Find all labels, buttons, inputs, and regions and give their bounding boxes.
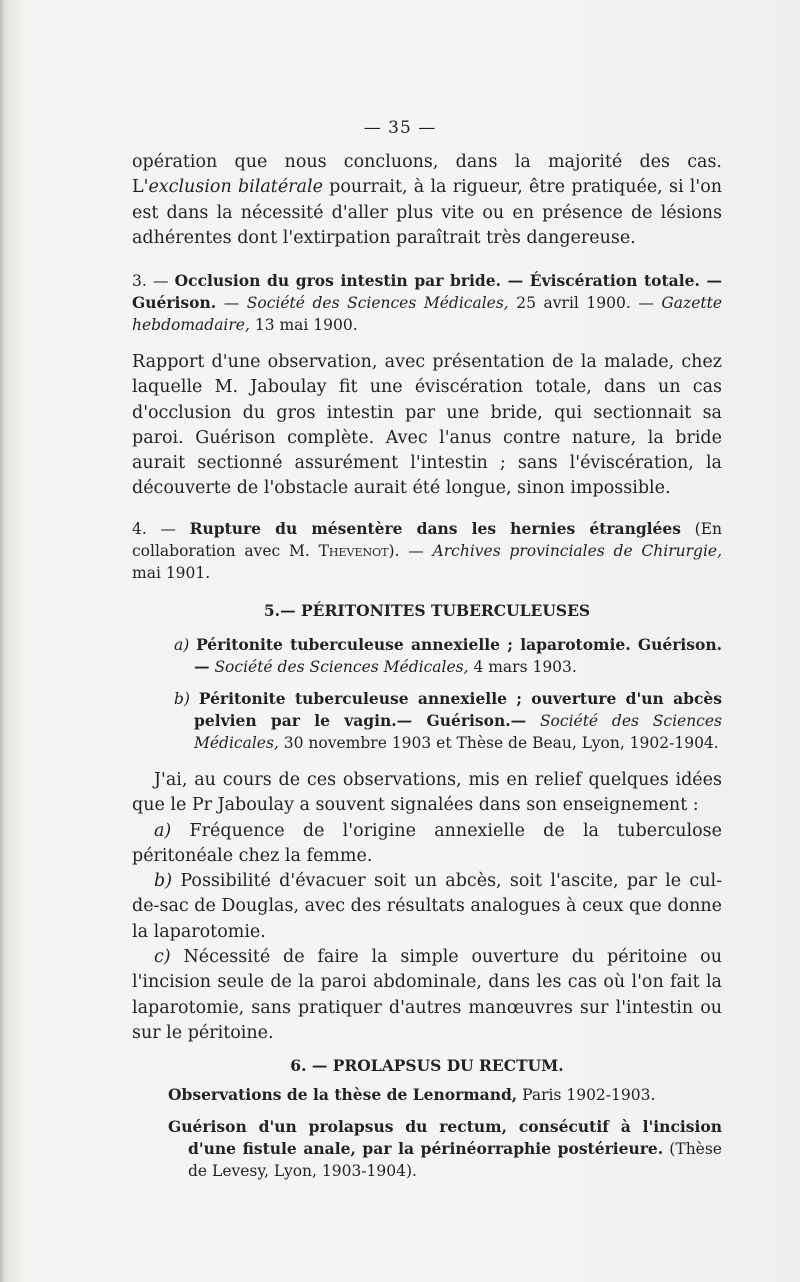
section-6-item-2 [132,1116,722,1182]
item-3-number: 3. — [132,272,169,290]
intro-text-2: pourrait, à la rigueur, être pratiquée, si l'on est dans la nécessité d'aller plus vite ou en présence de lésions adhérentes dont l'extirpation paraîtrait très dangereuse. [132,177,723,248]
section-6-title: 6. — PROLAPSUS DU RECTUM. [290,1056,564,1075]
item-3-journal: Société des Sciences Médicales, [246,294,509,312]
item-3-journal-2: Gazette hebdomadaire, [132,294,722,334]
item-4-number: 4. — [132,520,176,538]
item-3-body [132,350,722,502]
item-3-date-1: 25 avril 1900. — [508,294,662,312]
intro-paragraph [132,150,722,251]
page-edge-shadow [0,0,6,1282]
item-4-collab: (En collaboration avec M. [132,520,722,560]
section-5-b-date: 30 novembre 1903 et Thèse de Beau, Lyon, 1902-1904. [278,734,719,752]
obs-b-label: b) [154,871,173,892]
obs-a-label: a) [154,820,172,841]
section-5-a-title: Péritonite tuberculeuse annexielle ; laparotomie. Guérison. — [194,635,722,676]
obs-c-text: Nécessité de faire la simple ouverture du péritoine ou l'incision seule de la paroi abdominale, dans les cas où l'on fait la laparotomie, sans pratiquer d'autres manœuvres sur l'intestin ou sur le péritoine. [132,947,722,1043]
obs-c-label: c) [154,947,171,968]
intro-emphasis: exclusion bilatérale [148,177,323,198]
item-4-author: Thevenot [318,542,389,560]
section-6-heading [132,1055,722,1077]
page-number: — 35 — [363,118,437,138]
intro-text-1: opération que nous concluons, dans la majorité des cas. L' [132,152,722,198]
section-5-b-journal: Société des Sciences Médicales, [194,712,722,752]
item-3-title: Occlusion du gros intestin par bride. — Éviscération totale. — Guérison. [132,271,723,312]
observations-intro: J'ai, au cours de ces observations, mis en relief quelques idées que le Pr Jaboulay a souvent signalées dans son enseignement : [132,770,722,816]
section-5-title: 5.— PÉRITONITES TUBERCULEUSES [263,601,591,620]
item-3-reference [132,270,722,336]
item-3-body-text: Rapport d'une observation, avec présentation de la malade, chez laquelle M. Jaboulay fit une éviscération totale, dans un cas d'occlusion du gros intestin par une bride, qui sectionnait sa paroi. Guérison complète. Avec l'anus contre nature, la bride aurait sectionné assurément l'intestin ; sans l'éviscération, la découverte de l'obstacle aurait été longue, sinon impossible. [132,352,722,499]
obs-a-text: Fréquence de l'origine annexielle de la tuberculose péritonéale chez la femme. [132,820,722,866]
section-6-item-2-rest: (Thèse de Levesy, Lyon, 1903-1904). [188,1140,722,1180]
section-5-b-title: Péritonite tuberculeuse annexielle ; ouverture d'un abcès pelvien par le vagin.— Guérison.— [194,689,722,730]
section-5-a-date: 4 mars 1903. [468,658,577,676]
obs-b-text: Possibilité d'évacuer soit un abcès, soit l'ascite, par le cul-de-sac de Douglas, avec des résultats analogues à ceux que donne la laparotomie. [132,871,722,942]
item-4-reference [132,518,722,584]
item-3-date-2: 13 mai 1900. [249,316,358,334]
item-4-journal: Archives provinciales de Chirurgie, [432,542,723,560]
item-3-separator: — [216,294,247,312]
section-5-b-label: b) [174,690,190,708]
section-6-item-1-bold: Observations de la thèse de Lenormand, [168,1085,518,1104]
section-6-item-2-bold: Guérison d'un prolapsus du rectum, consécutif à l'incision d'une fistule anale, par la périnéorraphie postérieure. [168,1117,722,1158]
section-6-item-1 [132,1084,722,1106]
item-4-title: Rupture du mésentère dans les hernies étranglées [189,519,682,538]
item-4-date: mai 1901. [132,564,211,582]
section-5-item-a [132,634,722,678]
section-5-a-journal: Société des Sciences Médicales, [214,658,469,676]
observations-block [132,768,722,1046]
section-5-heading [132,600,722,622]
section-6-item-1-rest: Paris 1902-1903. [517,1086,656,1104]
section-5-item-b [132,688,722,754]
item-4-separator: ). — [388,542,433,560]
section-5-a-label: a) [174,636,190,654]
